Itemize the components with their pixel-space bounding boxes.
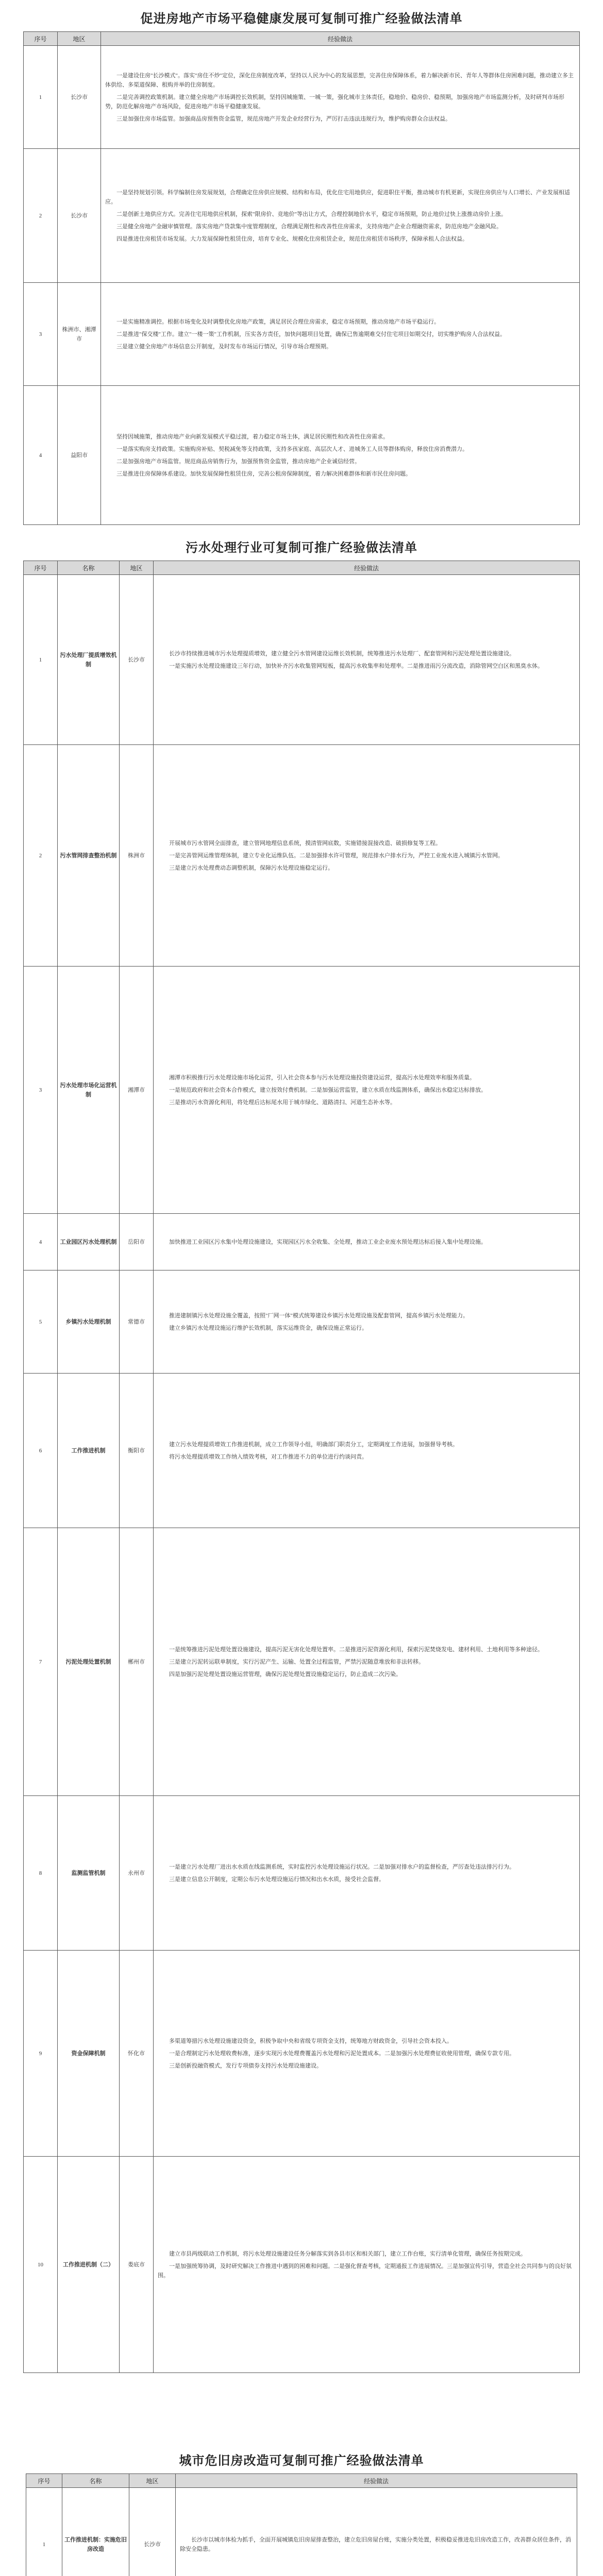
practice-paragraph: 一是合理制定污水处理收费标准，逐步实现污水处理费覆盖污水处理和污泥处置成本。二是加强污水处理费征收使用管理，确保专款专用。 — [169, 2050, 515, 2057]
practice-paragraph: 建立市县两级联动工作机制，将污水处理设施建设任务分解落实到各县市区和相关部门，建立工作台账，实行清单化管理，确保任务按期完成。 — [169, 2250, 526, 2257]
cell-place: 株洲市 — [120, 745, 154, 967]
practice-paragraph: 二是创新土地供应方式。完善住宅用地供应机制，探索"限房价、竞地价"等出让方式，合理控制地价水平，稳定市场预期，防止地价过快上涨推动房价上涨。 — [116, 211, 507, 217]
list-table — [26, 2473, 577, 2576]
cell-name: 工作推进机制（二） — [58, 2157, 120, 2373]
section-real-estate — [23, 0, 580, 525]
cell-practice — [101, 149, 580, 283]
practice-paragraph: 加快推进工业园区污水集中处理设施建设，实现园区污水全收集、全处理，推动工业企业废水预处理达标后接入集中处理设施。 — [169, 1239, 487, 1245]
cell-place: 湘潭市 — [120, 967, 154, 1214]
section-sewage — [23, 525, 580, 2373]
cell-place: 益阳市 — [58, 386, 101, 525]
section-title: 污水处理行业可复制可推广经验做法清单 — [186, 541, 417, 555]
col-header-place: 地区 — [129, 2474, 176, 2488]
practice-paragraph: 一是坚持规划引领。科学编制住房发展规划，合理确定住房供应规模、结构和布局，优化住宅用地供应，促进职住平衡，推动城市有机更新，实现住房供应与人口增长、产业发展相适应。 — [105, 189, 570, 205]
cell-practice — [154, 1796, 580, 1951]
practice-paragraph: 二是推进"保交楼"工作。建立"一楼一策"工作机制，压实各方责任，加快问题项目处置，确保已售逾期难交付住宅项目如期交付，切实维护购房人合法权益。 — [116, 331, 506, 337]
cell-number: 3 — [24, 967, 58, 1214]
cell-name: 污水处理厂提质增效机制 — [58, 575, 120, 745]
cell-place: 娄底市 — [120, 2157, 154, 2373]
col-header-name: 名称 — [58, 561, 120, 575]
table-row — [24, 1374, 580, 1528]
practice-paragraph: 推进建制镇污水处理设施全覆盖，按照"厂网一体"模式统筹建设乡镇污水处理设施及配套管网，提高乡镇污水处理能力。 — [169, 1312, 468, 1319]
practice-paragraph: 三是推动污水资源化利用，将处理后达标尾水用于城市绿化、道路清扫、河道生态补水等。 — [169, 1099, 396, 1106]
practice-paragraph: 一是建立污水处理厂进出水水质在线监测系统，实时监控污水处理设施运行状况。二是加强对排水户的监督检查，严厉查处违法排污行为。 — [169, 1863, 515, 1870]
cell-practice — [101, 386, 580, 525]
col-header-no: 序号 — [24, 561, 58, 575]
cell-number: 10 — [24, 2157, 58, 2373]
practice-paragraph: 多渠道筹措污水处理设施建设资金，积极争取中央和省级专项资金支持，统筹地方财政资金，引导社会资本投入。 — [169, 2038, 453, 2044]
practice-paragraph: 开展城市污水管网全面排查，建立管网地理信息系统，摸清管网底数，实施错接混接改造、破损修复等工程。 — [169, 840, 441, 846]
cell-practice — [154, 745, 580, 967]
cell-number: 3 — [24, 283, 58, 386]
table-row — [24, 745, 580, 967]
practice-paragraph: 三是创新投融资模式，发行专项债券支持污水处理设施建设。 — [169, 2062, 322, 2069]
table-row — [24, 1270, 580, 1374]
cell-practice — [154, 1951, 580, 2157]
practice-paragraph: 二是加强房地产市场监管。规范商品房销售行为，加强预售资金监管，推动房地产企业诚信经营。 — [116, 458, 360, 465]
col-header-place: 地区 — [120, 561, 154, 575]
cell-name: 工业园区污水处理机制 — [58, 1214, 120, 1270]
practice-paragraph: 三是推进住房保障体系建设。加快发展保障性租赁住房，完善公租房保障制度，着力解决困难群体和新市民住房问题。 — [116, 470, 411, 477]
table-row — [24, 386, 580, 525]
col-header-no: 序号 — [26, 2474, 62, 2488]
cell-place: 长沙市 — [120, 575, 154, 745]
cell-number: 2 — [24, 745, 58, 967]
practice-paragraph: 四是加强污泥处理处置设施运营管理，确保污泥处理处置设施稳定运行，防止造成二次污染。 — [169, 1671, 401, 1677]
cell-name: 污水处理市场化运营机制 — [58, 967, 120, 1214]
cell-number: 9 — [24, 1951, 58, 2157]
cell-practice — [154, 575, 580, 745]
practice-paragraph: 一是完善管网运维管理体制，建立专业化运维队伍。二是加强排水许可管理，规范排水户排水行为，严控工业废水进入城镇污水管网。 — [169, 852, 504, 859]
table-row — [24, 1951, 580, 2157]
table-row — [26, 2488, 577, 2576]
cell-place: 长沙市 — [58, 149, 101, 283]
practice-paragraph: 将污水处理提质增效工作纳入绩效考核，对工作推进不力的单位进行约谈问责。 — [169, 1453, 367, 1460]
col-header-place: 地区 — [58, 32, 101, 46]
practice-paragraph: 一是建设住房"长沙模式"。落实"房住不炒"定位，深化住房制度改革，坚持以人民为中心的发展思想，完善住房保障体系，着力解决新市民、青年人等群体住房困难问题，推动建立多主体供给、多渠道保障、租购并举的住房制度。 — [105, 72, 574, 88]
cell-number: 5 — [24, 1270, 58, 1374]
list-table — [23, 561, 580, 2373]
table-row — [24, 1214, 580, 1270]
cell-practice — [176, 2488, 577, 2576]
list-table — [23, 31, 580, 525]
cell-place: 怀化市 — [120, 1951, 154, 2157]
cell-name: 乡镇污水处理机制 — [58, 1270, 120, 1374]
practice-paragraph: 建立乡镇污水处理设施运行维护长效机制，落实运维资金，确保设施正常运行。 — [169, 1325, 367, 1331]
practice-paragraph: 一是加强统筹协调，及时研究解决工作推进中遇到的困难和问题。二是强化督查考核，定期通报工作进展情况。三是加强宣传引导，营造全社会共同参与的良好氛围。 — [158, 2263, 572, 2279]
cell-practice — [101, 283, 580, 386]
cell-number: 1 — [24, 575, 58, 745]
table-row — [24, 283, 580, 386]
section-title: 促进房地产市场平稳健康发展可复制可推广经验做法清单 — [140, 12, 463, 26]
cell-place: 常德市 — [120, 1270, 154, 1374]
cell-place: 衡阳市 — [120, 1374, 154, 1528]
practice-paragraph: 湘潭市积极推行污水处理设施市场化运营，引入社会资本参与污水处理设施投资建设运营，提高污水处理效率和服务质量。 — [169, 1074, 475, 1081]
cell-name: 监测监管机制 — [58, 1796, 120, 1951]
cell-name: 工作推进机制：实施危旧房改造 — [62, 2488, 129, 2576]
cell-practice — [154, 1270, 580, 1374]
practice-paragraph: 建立污水处理提质增效工作推进机制，成立工作领导小组，明确部门职责分工，定期调度工作进展，加强督导考核。 — [169, 1441, 458, 1448]
cell-place: 郴州市 — [120, 1528, 154, 1796]
cell-practice — [154, 1214, 580, 1270]
section-dilapidated-housing — [26, 2373, 577, 2576]
practice-paragraph: 三是建立污泥转运联单制度，实行污泥产生、运输、处置全过程监管，严禁污泥随意堆放和非法转移。 — [169, 1658, 424, 1665]
table-row — [24, 149, 580, 283]
practice-paragraph: 一是统筹推进污泥处理处置设施建设，提高污泥无害化处理处置率。二是推进污泥资源化利用，探索污泥焚烧发电、建材利用、土地利用等多种途径。 — [169, 1646, 543, 1653]
col-header-practice: 经验做法 — [101, 32, 580, 46]
cell-number: 2 — [24, 149, 58, 283]
practice-paragraph: 三是建立健全房地产市场信息公开制度，及时发布市场运行情况，引导市场合理预期。 — [116, 343, 332, 350]
col-header-name: 名称 — [62, 2474, 129, 2488]
table-row — [24, 967, 580, 1214]
practice-paragraph: 一是规范政府和社会资本合作模式，建立按效付费机制。二是加强运营监管，建立水质在线监测体系，确保出水稳定达标排放。 — [169, 1087, 487, 1093]
cell-place: 岳阳市 — [120, 1214, 154, 1270]
practice-paragraph: 三是建立信息公开制度，定期公布污水处理设施运行情况和出水水质，接受社会监督。 — [169, 1876, 384, 1883]
practice-paragraph: 三是健全房地产金融审慎管理。落实房地产贷款集中度管理制度，合理满足刚性和改善性住房需求，支持房地产企业合理融资需求，防范房地产金融风险。 — [116, 223, 502, 230]
practice-paragraph: 三是加强住房市场监管。加强商品房预售资金监管，规范房地产开发企业经营行为，严厉打击违法违规行为，维护购房群众合法权益。 — [116, 115, 451, 122]
col-header-practice: 经验做法 — [154, 561, 580, 575]
table-row — [24, 2157, 580, 2373]
practice-paragraph: 四是推进住房租赁市场发展。大力发展保障性租赁住房，培育专业化、规模化住房租赁企业，规范住房租赁市场秩序，保障承租人合法权益。 — [116, 235, 468, 242]
cell-place: 长沙市 — [129, 2488, 176, 2576]
cell-number: 1 — [26, 2488, 62, 2576]
cell-practice — [101, 46, 580, 149]
cell-practice — [154, 2157, 580, 2373]
col-header-practice: 经验做法 — [176, 2474, 577, 2488]
practice-paragraph: 长沙市持续推进城市污水处理提质增效，建立健全污水管网建设运维长效机制，统筹推进污水处理厂、配套管网和污泥处理处置设施建设。 — [169, 650, 515, 657]
cell-name: 资金保障机制 — [58, 1951, 120, 2157]
cell-place: 株洲市、湘潭市 — [58, 283, 101, 386]
cell-place: 长沙市 — [58, 46, 101, 149]
table-row — [24, 575, 580, 745]
cell-number: 7 — [24, 1528, 58, 1796]
section-title: 城市危旧房改造可复制可推广经验做法清单 — [179, 2454, 424, 2468]
cell-name: 污泥处理处置机制 — [58, 1528, 120, 1796]
cell-number: 1 — [24, 46, 58, 149]
cell-practice — [154, 1374, 580, 1528]
practice-paragraph: 三是建立污水处理费动态调整机制，保障污水处理设施稳定运行。 — [169, 865, 333, 871]
col-header-no: 序号 — [24, 32, 58, 46]
cell-number: 6 — [24, 1374, 58, 1528]
table-row — [24, 46, 580, 149]
cell-practice — [154, 967, 580, 1214]
cell-number: 8 — [24, 1796, 58, 1951]
cell-name: 工作推进机制 — [58, 1374, 120, 1528]
cell-name: 污水管网排查整治机制 — [58, 745, 120, 967]
cell-practice — [154, 1528, 580, 1796]
table-row — [24, 1528, 580, 1796]
practice-paragraph: 一是实施精准调控。根据市场变化及时调整优化房地产政策，满足居民合理住房需求，稳定市场预期，推动房地产市场平稳运行。 — [116, 318, 440, 325]
practice-paragraph: 一是落实购房支持政策。实施购房补贴、契税减免等支持政策，支持多孩家庭、高层次人才、进城务工人员等群体购房，释放住房消费潜力。 — [116, 446, 468, 452]
table-row — [24, 1796, 580, 1951]
practice-paragraph: 二是完善调控政策机制。建立健全房地产市场调控长效机制，坚持因城施策、一城一策，强化城市主体责任，稳地价、稳房价、稳预期，加强房地产市场监测分析，及时研判市场形势，防范化解房地产市场风险，促进房地产市场平稳健康发展。 — [105, 94, 564, 110]
practice-paragraph: 长沙市以城市体检为抓手，全面开展城镇危旧房屋排查整治，建立危旧房屋台账，实施分类处置，积极稳妥推进危旧房改造工作，改善群众居住条件，消除安全隐患。 — [180, 2536, 571, 2552]
cell-number: 4 — [24, 1214, 58, 1270]
cell-place: 永州市 — [120, 1796, 154, 1951]
practice-paragraph: 坚持因城施策，推动房地产业向新发展模式平稳过渡，着力稳定市场主体，满足居民刚性和改善性住房需求。 — [116, 433, 389, 440]
cell-number: 4 — [24, 386, 58, 525]
practice-paragraph: 一是实施污水处理设施建设三年行动，加快补齐污水收集管网短板，提高污水收集率和处理率。二是推进雨污分流改造，消除管网空白区和黑臭水体。 — [169, 663, 543, 669]
